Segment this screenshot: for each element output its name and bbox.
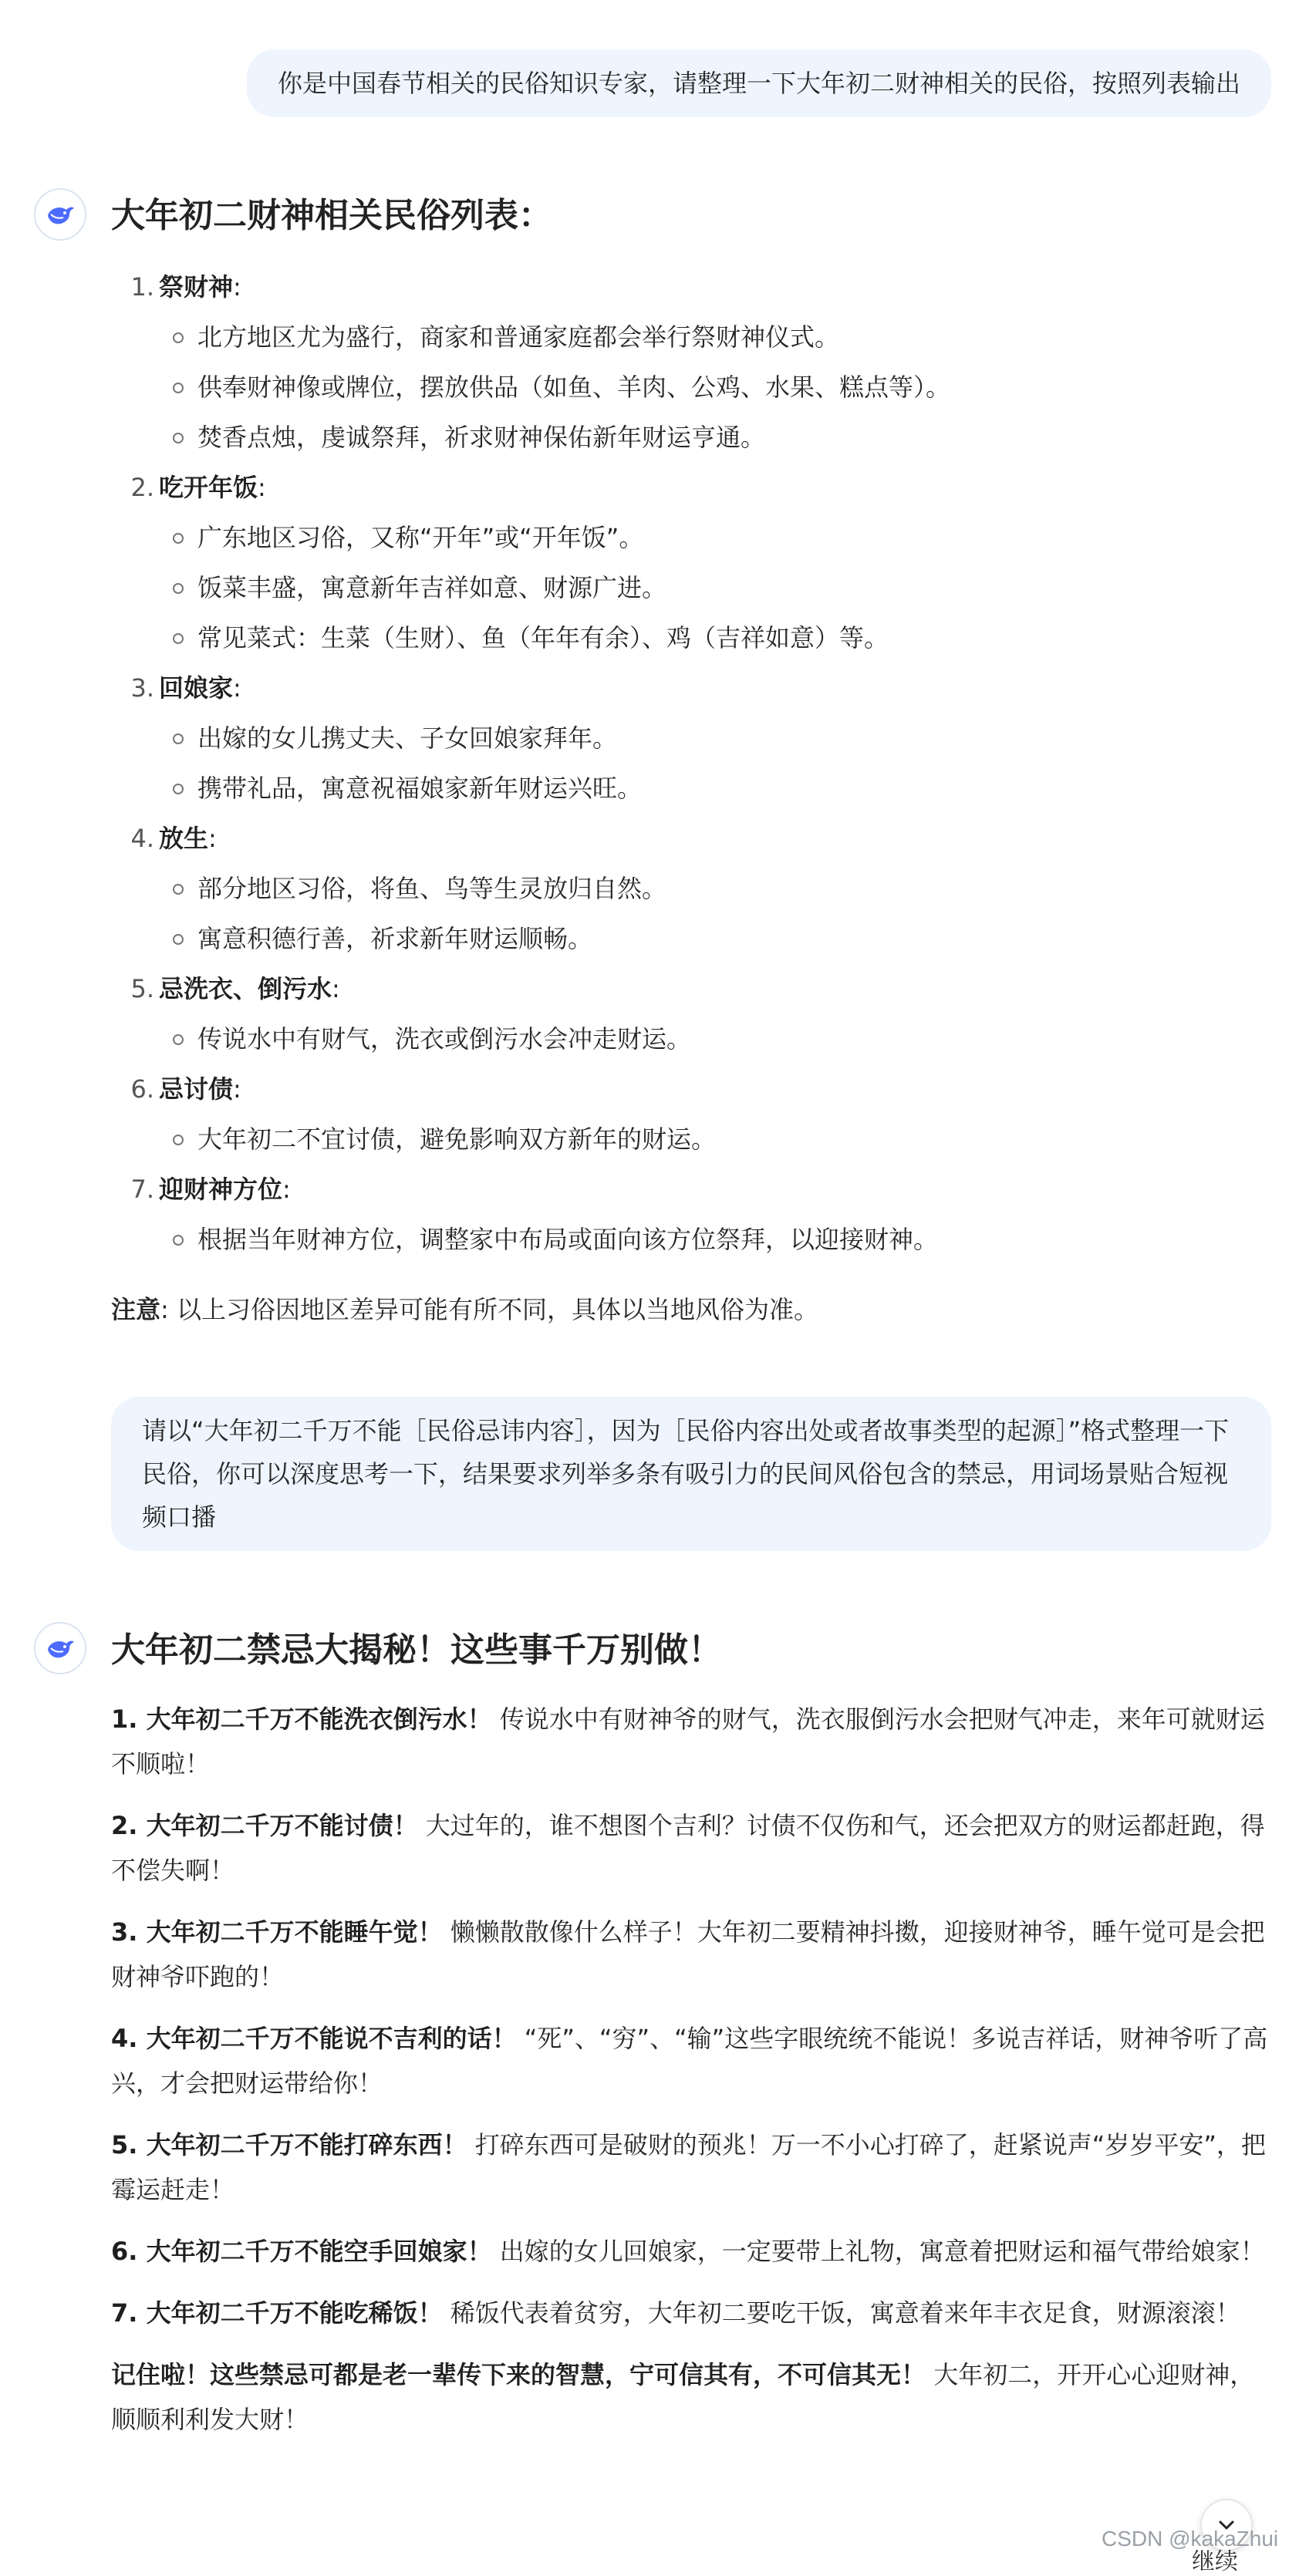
list-item: 6. 忌讨债 : 大年初二不宜讨债，避免影响双方新年的财运。 bbox=[111, 1064, 1268, 1165]
list-item-title: 祭财神 bbox=[159, 272, 234, 302]
taboo-text: 稀饭代表着贫穷，大年初二要吃干饭，寓意着来年丰衣足食，财源滚滚！ bbox=[442, 2298, 1240, 2328]
bullet-icon bbox=[173, 1034, 184, 1045]
bullet-icon bbox=[173, 1235, 184, 1246]
list-number: 3. bbox=[130, 673, 154, 703]
user-message-1 bbox=[247, 49, 1271, 117]
taboo-paragraph bbox=[111, 2291, 1268, 2335]
list-number: 2. bbox=[130, 473, 154, 502]
user-message-2-text: 请以“大年初二千万不能［民俗忌讳内容］，因为［民俗内容出处或者故事类型的起源］”格式整理一下民俗，你可以深度思考一下，结果要求列举多条有吸引力的民间风俗包含的禁忌，用词场景贴合短视频口播 bbox=[142, 1416, 1230, 1532]
taboo-paragraph bbox=[111, 2016, 1268, 2106]
bullet-icon bbox=[173, 733, 184, 744]
list-subitem: 常见菜式：生菜（生财）、鱼（年年有余）、鸡（吉祥如意）等。 bbox=[197, 623, 889, 652]
taboo-title: 5. 大年初二千万不能打碎东西！ bbox=[111, 2130, 467, 2160]
customs-list bbox=[111, 262, 1268, 1265]
taboo-title: 7. 大年初二千万不能吃稀饭！ bbox=[111, 2298, 443, 2328]
closing-text: 大年初二，开开心心迎财神，顺顺利利发大财！ bbox=[111, 2360, 1255, 2434]
user-message-1-text: 你是中国春节相关的民俗知识专家，请整理一下大年初二财神相关的民俗，按照列表输出 bbox=[278, 69, 1241, 98]
list-subitem: 焚香点烛，虔诚祭拜，祈求财神保佑新年财运亨通。 bbox=[197, 423, 766, 452]
list-number: 1. bbox=[130, 272, 154, 302]
list-subitem: 部分地区习俗，将鱼、鸟等生灵放归自然。 bbox=[197, 874, 667, 903]
list-subitem: 大年初二不宜讨债，避免影响双方新年的财运。 bbox=[197, 1124, 717, 1154]
note-label: 注意 bbox=[111, 1295, 161, 1324]
taboo-title: 4. 大年初二千万不能说不吉利的话！ bbox=[111, 2024, 517, 2053]
closing-paragraph bbox=[111, 2352, 1268, 2442]
taboo-text: “死”、“穷”、“输”这些字眼统统不能说！多说吉祥话，财神爷听了高兴，才会把财运带给你！ bbox=[111, 2024, 1268, 2098]
taboo-text: 打碎东西可是破财的预兆！万一不小心打碎了，赶紧说声“岁岁平安”，把霉运赶走！ bbox=[111, 2130, 1266, 2204]
list-subitem: 北方地区尤为盛行，商家和普通家庭都会举行祭财神仪式。 bbox=[197, 322, 840, 352]
bullet-icon bbox=[173, 533, 184, 544]
closing-bold: 记住啦！这些禁忌可都是老一辈传下来的智慧，宁可信其有，不可信其无！ bbox=[111, 2360, 926, 2389]
bullet-icon bbox=[173, 934, 184, 945]
bullet-icon bbox=[173, 583, 184, 594]
list-item: 7. 迎财神方位 : 根据当年财神方位，调整家中布局或面向该方位祭拜，以迎接财神。 bbox=[111, 1165, 1268, 1265]
bullet-icon bbox=[173, 332, 184, 343]
list-subitem: 出嫁的女儿携丈夫、子女回娘家拜年。 bbox=[197, 723, 618, 753]
taboo-paragraph bbox=[111, 1697, 1268, 1786]
list-subitem: 寓意积德行善，祈求新年财运顺畅。 bbox=[197, 924, 593, 953]
list-item: 4. 放生 : 部分地区习俗，将鱼、鸟等生灵放归自然。 寓意积德行善，祈求新年财运顺畅。 bbox=[111, 814, 1268, 964]
assistant-heading-2: 大年初二禁忌大揭秘！这些事千万别做！ bbox=[111, 1630, 722, 1670]
list-item: 3. 回娘家 : 出嫁的女儿携丈夫、子女回娘家拜年。 携带礼品，寓意祝福娘家新年财运兴旺。 bbox=[111, 663, 1268, 814]
note-text bbox=[111, 1286, 818, 1333]
whale-logo-icon bbox=[43, 197, 77, 231]
taboo-text: 传说水中有财神爷的财气，洗衣服倒污水会把财气冲走，来年可就财运不顺啦！ bbox=[111, 1704, 1265, 1779]
bullet-icon bbox=[173, 884, 184, 895]
list-item: 1. 祭财神 : 北方地区尤为盛行，商家和普通家庭都会举行祭财神仪式。 供奉财神像或牌位，摆放供品（如鱼、羊肉、公鸡、水果、糕点等）。 焚香点烛，虔诚祭拜，祈求财神保佑新年财运亨通。 bbox=[111, 262, 1268, 463]
taboo-title: 3. 大年初二千万不能睡午觉！ bbox=[111, 1917, 443, 1947]
list-item-title: 吃开年饭 bbox=[159, 473, 258, 502]
taboo-paragraph bbox=[111, 2123, 1268, 2212]
list-subitem: 供奉财神像或牌位，摆放供品（如鱼、羊肉、公鸡、水果、糕点等）。 bbox=[197, 373, 951, 402]
taboo-section bbox=[111, 1697, 1268, 2459]
list-item: 5. 忌洗衣、倒污水 : 传说水中有财气，洗衣或倒污水会冲走财运。 bbox=[111, 964, 1268, 1064]
list-subitem: 广东地区习俗，又称“开年”或“开年饭”。 bbox=[197, 523, 644, 552]
list-item-title: 放生 bbox=[159, 824, 209, 853]
taboo-text: 出嫁的女儿回娘家，一定要带上礼物，寓意着把财运和福气带给娘家！ bbox=[491, 2237, 1265, 2266]
bullet-icon bbox=[173, 383, 184, 393]
bullet-icon bbox=[173, 784, 184, 794]
assistant-avatar-icon bbox=[34, 1622, 86, 1674]
taboo-title: 1. 大年初二千万不能洗衣倒污水！ bbox=[111, 1704, 492, 1734]
whale-logo-icon bbox=[43, 1631, 77, 1665]
list-subitem: 携带礼品，寓意祝福娘家新年财运兴旺。 bbox=[197, 774, 643, 803]
user-message-2 bbox=[111, 1397, 1271, 1551]
bullet-icon bbox=[173, 433, 184, 443]
bullet-icon bbox=[173, 1135, 184, 1145]
list-number: 7. bbox=[130, 1175, 154, 1204]
assistant-heading-1: 大年初二财神相关民俗列表： bbox=[111, 196, 552, 235]
taboo-paragraph bbox=[111, 1803, 1268, 1893]
list-subitem: 根据当年财神方位，调整家中布局或面向该方位祭拜，以迎接财神。 bbox=[197, 1225, 939, 1254]
list-number: 4. bbox=[130, 824, 154, 853]
partial-text: 继续 bbox=[1192, 2548, 1238, 2575]
taboo-paragraph bbox=[111, 2229, 1268, 2274]
list-item-title: 迎财神方位 bbox=[159, 1175, 283, 1204]
taboo-title: 2. 大年初二千万不能讨债！ bbox=[111, 1811, 418, 1840]
watermark: CSDN @kakaZhui bbox=[1102, 2527, 1279, 2551]
taboo-text: 懒懒散散像什么样子！大年初二要精神抖擞，迎接财神爷，睡午觉可是会把财神爷吓跑的！ bbox=[111, 1917, 1265, 1991]
taboo-paragraph bbox=[111, 1910, 1268, 1999]
bullet-icon bbox=[173, 633, 184, 644]
taboo-title: 6. 大年初二千万不能空手回娘家！ bbox=[111, 2237, 492, 2266]
list-subitem: 传说水中有财气，洗衣或倒污水会冲走财运。 bbox=[197, 1024, 692, 1054]
taboo-text: 大过年的，谁不想图个吉利？讨债不仅伤和气，还会把双方的财运都赶跑，得不偿失啊！ bbox=[111, 1811, 1265, 1885]
list-item: 2. 吃开年饭 : 广东地区习俗，又称“开年”或“开年饭”。 饭菜丰盛，寓意新年吉祥如意、财源广进。 常见菜式：生菜（生财）、鱼（年年有余）、鸡（吉祥如意）等。 bbox=[111, 463, 1268, 663]
list-number: 5. bbox=[130, 974, 154, 1003]
assistant-avatar-icon bbox=[34, 188, 86, 241]
list-subitem: 饭菜丰盛，寓意新年吉祥如意、财源广进。 bbox=[197, 573, 667, 602]
list-item-title: 忌洗衣、倒污水 bbox=[159, 974, 332, 1003]
list-number: 6. bbox=[130, 1074, 154, 1104]
list-item-title: 忌讨债 bbox=[159, 1074, 234, 1104]
note-body: : 以上习俗因地区差异可能有所不同，具体以当地风俗为准。 bbox=[160, 1295, 818, 1324]
list-item-title: 回娘家 bbox=[159, 673, 234, 703]
